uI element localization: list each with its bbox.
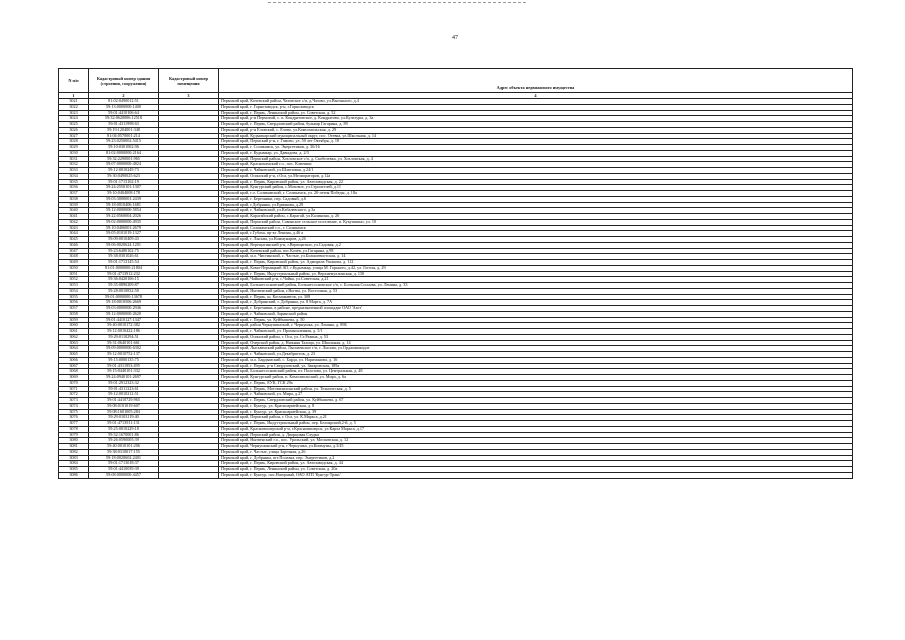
object-address: Пермский край, Нытвенский район, г.Нытва, ул. Восточная, д. 53 (219, 288, 853, 294)
object-address: Пермский край, г. Частые, улица Заречная, д.26 (219, 449, 853, 455)
row-number: 3074 (59, 403, 89, 409)
building-cadastral-number: 59:30:0490025:623 (89, 173, 159, 179)
row-number: 3067 (59, 363, 89, 369)
row-number: 3048 (59, 254, 89, 260)
row-number: 3066 (59, 357, 89, 363)
row-number: 3031 (59, 156, 89, 162)
object-address: Пермский край, Кудымкарский муниципальный округ, пос. Отевка, ул.Школьная, д. 14 (219, 133, 853, 139)
object-address: Пермский край, г. Добрянский, г. Добрянка, ул. 8 Марта, д. 7А (219, 300, 853, 306)
object-address: Пермский край, Пермский район, д. Дворцовая Слудка (219, 432, 853, 438)
object-address: Пермский край, Нытвенский г.о., пос. Уральский, ул. Московская, д. 12 (219, 438, 853, 444)
row-number: 3077 (59, 421, 89, 427)
row-number: 3078 (59, 426, 89, 432)
index-cell: 3 (159, 93, 219, 99)
index-cell: 4 (219, 93, 853, 99)
object-address: Пермский край, г. Пермь, ул. Куйбышева, д. 50 (219, 317, 853, 323)
row-number: 3046 (59, 242, 89, 248)
object-address: Пермский край, г. Пермь, Свердловский район, ул. Куйбышева, д. 67 (219, 398, 853, 404)
row-number: 3053 (59, 283, 89, 289)
top-dashed-rule (268, 2, 526, 3)
table-body (59, 99, 853, 479)
object-address: Пермский край, Верещагинский р-н, г.Верещагино, ул.Садовая, д.2 (219, 242, 853, 248)
building-cadastral-number: 59:05:0101019:1327 (89, 231, 159, 237)
object-address: Пермский край, м.о. Бардымский, с. Барда, ул. Нариманова, д. 16 (219, 357, 853, 363)
object-address: Пермский край, г. Чайковский, Заринский район (219, 311, 853, 317)
object-address: Пермский край, Чайковский р-н, с.Чайка, ул.Советская, д.21 (219, 277, 853, 283)
object-address: Пермский край, Кунгурский район, п. Комсомольский, ул. Мира, д. 6а (219, 375, 853, 381)
object-address: Пермский край, г. Чайковский, ул.Кабалевского, д.3а (219, 208, 853, 214)
row-number: 3058 (59, 311, 89, 317)
row-number: 3085 (59, 467, 89, 473)
building-cadastral-number: 81:01:0000000:21804 (89, 265, 159, 271)
row-number: 3057 (59, 306, 89, 312)
row-number: 3086 (59, 472, 89, 478)
object-address: Пермский край, Пермский район, г. Оса, ул. К.Маркса, д.21 (219, 415, 853, 421)
object-address: Пермский край, г. Пермь, Свердловский район, бульвар Гагарина, д. 89 (219, 122, 853, 128)
row-number: 3047 (59, 248, 89, 254)
registry-table (58, 68, 853, 479)
object-address: Пермский край, г. Пермь, Кировский район, ул. Автозаводская, д. 22 (219, 179, 853, 185)
building-cadastral-number: 59:10:0404008:178 (89, 191, 159, 197)
building-cadastral-number: 59:24:0940101:2697 (89, 375, 159, 381)
page-number: 47 (452, 35, 458, 41)
row-number: 3028 (59, 139, 89, 145)
building-cadastral-number: 59:01:1713018:37 (89, 461, 159, 467)
object-address: Пермский край, Карагайский район, с.Карагай, ул.Калинина, д. 26 (219, 214, 853, 220)
object-address: Пермский край, г. Чайковский, ул. Промышленная, д. 5/1 (219, 329, 853, 335)
building-cadastral-number: 59:32:2290001:965 (89, 156, 159, 162)
object-address: Пермский край, г. Березники, в районе, предназначенной площадке ОАО 'Азот' (219, 306, 853, 312)
building-cadastral-number: 59:18:0010406:1681 (89, 202, 159, 208)
building-cadastral-number: 59:40:0010101:206 (89, 444, 159, 450)
object-address: Пермский край, Осинский р-н, г.Оса, ул.Мелиораторов, д.12а (219, 173, 853, 179)
building-cadastral-number: 59:01:4410106:64 (89, 110, 159, 116)
object-address: Пермский край, Большесосновский район, Большесосновское с/п, с. Большая Соснова, ул. Ленина, д. 33 (219, 283, 853, 289)
object-address: Пермский край, г. Кунгур, ул. Красноармейская, д. 39 (219, 409, 853, 415)
row-number: 3068 (59, 369, 89, 375)
object-address: Пермский край, Пермский район, Хохловское с/п, д. Скобелевка, ул. Хохловская, д. 4 (219, 156, 853, 162)
row-number: 3041 (59, 214, 89, 220)
row-number: 3049 (59, 260, 89, 266)
object-address: Пермский край, г. Кунгур, ул. Красноармейская, д. 8 (219, 403, 853, 409)
row-number: 3027 (59, 133, 89, 139)
building-cadastral-number: 59:31:0640101:661 (89, 340, 159, 346)
row-number: 3030 (59, 150, 89, 156)
building-cadastral-number: 59:01:4410039:39 (89, 467, 159, 473)
building-cadastral-number: 59:38:0301026:61 (89, 254, 159, 260)
row-number: 3056 (59, 300, 89, 306)
building-cadastral-number: 59:03:0000000:2946 (89, 306, 159, 312)
object-address: Пермский край, г. Пермь, Индустриальный район, пер. Белоярский,2-й, д. 5 (219, 421, 853, 427)
building-cadastral-number: 59:12:0010752:137 (89, 352, 159, 358)
row-number: 3064 (59, 346, 89, 352)
building-cadastral-number: 59:22:0560004:2026 (89, 214, 159, 220)
building-cadastral-number: 59:01:4410127:1347 (89, 317, 159, 323)
building-cadastral-number: 59:01:2912323:32 (89, 380, 159, 386)
building-cadastral-number: 59:12:0010212:51 (89, 392, 159, 398)
building-cadastral-number: 59:24:2550101:1307 (89, 185, 159, 191)
row-number: 3038 (59, 196, 89, 202)
building-cadastral-number: 59:25:0010229:18 (89, 426, 159, 432)
object-address: Пермский край, Коми-Пермяцкий АО, г.Кудымкар, улица М. Горького, д.42, ул. Гоголя, д. 29 (219, 265, 853, 271)
row-number: 3073 (59, 398, 89, 404)
row-number: 3080 (59, 438, 89, 444)
row-number: 3070 (59, 380, 89, 386)
building-cadastral-number: 59:35:0890209:87 (89, 283, 159, 289)
object-address: Пермский край, Кочевский район, пос.Кочёв, ул.Гагарина, д.98 (219, 248, 853, 254)
row-number: 3045 (59, 237, 89, 243)
object-address: Пермский край, г. Пермь, ЕУК, ГСК 29а (219, 380, 853, 386)
building-cadastral-number: 59:09:0000000:6302 (89, 346, 159, 352)
row-number: 3055 (59, 294, 89, 300)
row-number: 3044 (59, 231, 89, 237)
table-header-row (59, 69, 853, 93)
premises-cadastral-number (159, 472, 219, 478)
object-address: Пермский край, г.Добрянка, ул.Ермакова, д.29 (219, 202, 853, 208)
object-address: Пермский край, Очерский район, д. Нижняя Талица, ул. Школьная, д. 14 (219, 340, 853, 346)
row-number: 3039 (59, 202, 89, 208)
object-address: Пермский край, г. Пермь, Мотовилихинский район, ул. Техническая, д. 5 (219, 386, 853, 392)
object-address: Пермский край, г. Пермь, Кировский район, ул. Автозаводская, д. 44 (219, 461, 853, 467)
row-number: 3063 (59, 340, 89, 346)
row-number: 3026 (59, 127, 89, 133)
object-address: Пермский край, р-н Еловский, с. Елово, ул.Комсомольская, д. 29 (219, 127, 853, 133)
building-cadastral-number: 59:19:1204001:348 (89, 127, 159, 133)
object-address: Пермский край, г. Лысьва, ул.Коммунаров, д.26 (219, 237, 853, 243)
row-number: 3035 (59, 179, 89, 185)
object-address: Пермский край, г. Добрянка, пгт.Полазна, пер. Энергетиков, д.2 (219, 455, 853, 461)
row-number: 3032 (59, 162, 89, 168)
building-cadastral-number: 59:12:0010422:186 (89, 329, 159, 335)
row-number: 3075 (59, 409, 89, 415)
building-cadastral-number: 59:01:4311998:63 (89, 122, 159, 128)
row-number: 3062 (59, 334, 89, 340)
building-cadastral-number: 59:10:0406001:2679 (89, 225, 159, 231)
object-address: Пермский край, г. Горнозаводск, р-н, г.Горнозаводск (219, 104, 853, 110)
row-number: 3021 (59, 99, 89, 105)
building-cadastral-number: 59:12:0000000:2620 (89, 311, 159, 317)
row-number: 3036 (59, 185, 89, 191)
building-cadastral-number: 59:08:0000000:4457 (89, 472, 159, 478)
object-address: Пермский край, Красновишерский р-н, г.Красновишерск, ул.Карла Маркса, д.17 (219, 426, 853, 432)
object-address: Пермский край, Краснокамский г.о., пос. Ключики (219, 162, 853, 168)
object-address: Пермский край, г. Пермь, ш. Космонавтов, ул. 308 (219, 294, 853, 300)
table-row (59, 472, 853, 478)
building-cadastral-number: 59:07:0000000:4824 (89, 162, 159, 168)
building-cadastral-number: 59:15:0440101:332 (89, 369, 159, 375)
building-cadastral-number: 59:40:0010172:382 (89, 323, 159, 329)
index-cell: 2 (89, 93, 159, 99)
object-address: Пермский край, г. Пермь, Индустриальный район, ул. Верхнемуллинская, д. 130 (219, 271, 853, 277)
building-cadastral-number: 59:01:4311953:495 (89, 363, 159, 369)
building-cadastral-number: 59:01:4713911:131 (89, 421, 159, 427)
building-cadastral-number: 59:01:1713145:54 (89, 260, 159, 266)
row-number: 3034 (59, 173, 89, 179)
row-number: 3042 (59, 219, 89, 225)
object-address: Пермский край, г. Соликамск, ул. Энергетиков, д. 36/16 (219, 145, 853, 151)
object-address: Пермский край, г. Пермь, Ленинский район, ул. Советская, д. 20а (219, 467, 853, 473)
row-number: 3040 (59, 208, 89, 214)
object-address: Пермский край, район Чернушинский, г. Чернушка, ул. Ленина, д. 89Б (219, 323, 853, 329)
building-cadastral-number: 59:01:1713102:19 (89, 179, 159, 185)
object-address: Пермский край, г. Кудымкар, ул. Давыдова, д. 2/3 (219, 150, 853, 156)
building-cadastral-number: 59:10:0301002:96 (89, 145, 159, 151)
row-number: 3037 (59, 191, 89, 197)
header-number: N п/п (59, 69, 89, 93)
building-cadastral-number: 59:01:0000000:13678 (89, 294, 159, 300)
object-address: Пермский край, г. Кунгур, пос.Нагорный, ОАО АТП 'Кунгур-Транс' (219, 472, 853, 478)
object-address: Пермский край, Пермский р-н, г. Гамово, ул. 50 лет Октября, д. 18 (219, 139, 853, 145)
building-cadastral-number: 59:32:0620006:12518 (89, 116, 159, 122)
object-address: Пермский край, Соликамский г.о., г. Соликамск (219, 225, 853, 231)
row-number: 3050 (59, 265, 89, 271)
object-address: Пермский край, г. Пермь, р-н Свердловский, ул. Закаровская, 189а (219, 363, 853, 369)
object-address: Пермский край, м.о. Чистинский, с. Частые, ул.Большевистская, д. 14 (219, 254, 853, 260)
row-number: 3069 (59, 375, 89, 381)
building-cadastral-number: 59:29:0110294:51 (89, 334, 159, 340)
building-cadastral-number: 59:18:0010506:2669 (89, 300, 159, 306)
row-number: 3023 (59, 110, 89, 116)
row-number: 3061 (59, 329, 89, 335)
object-address: Пермский край, г. Пермь, Кировский район, ул. Адмирала Ушакова, д. 112 (219, 260, 853, 266)
row-number: 3024 (59, 116, 89, 122)
row-number: 3060 (59, 323, 89, 329)
object-address: Пермский край, Кунгурский район, с.Моховое, ул.Строителей, д.11 (219, 185, 853, 191)
building-cadastral-number: 59:09:0010409:43 (89, 237, 159, 243)
row-number: 3081 (59, 444, 89, 450)
building-cadastral-number: 59:29:0103119:40 (89, 415, 159, 421)
building-cadastral-number: 59:12:0000000:5854 (89, 208, 159, 214)
object-address: Пермский край, Осинский район, г. Оса, ул. Ст.Разина, д. 53 (219, 334, 853, 340)
building-cadastral-number: 59:32:1670001:86 (89, 432, 159, 438)
object-address: Пермский край, Кочевский район, Чазовское с/п, д.Чазово, ул.Выгонного, д.4 (219, 99, 853, 105)
building-cadastral-number: 59:13:0000000:1400 (89, 104, 159, 110)
row-number: 3079 (59, 432, 89, 438)
object-address: Пермский край, г. Пермь, Ленинский район, ул. Советская, д. 52 (219, 110, 853, 116)
row-number: 3029 (59, 145, 89, 151)
building-cadastral-number: 59:36:0420106:15 (89, 277, 159, 283)
object-address: Пермский край, Чернушинский р-н, г.Чернушка, ул.Коммуны, д.3/45 (219, 444, 853, 450)
object-address: Пермский край, Лысьвенский район, Лысьвенское г/п, г. Лысьва, ул.Орджоникидзе (219, 346, 853, 352)
object-address: Пермский край, Большесосновский район, пт. Полозова, ул. Центральная, д. 48 (219, 369, 853, 375)
building-cadastral-number: 59:28:0010832:50 (89, 288, 159, 294)
object-address: Пермский край, г. Чайковский, ул. Мира, д.27 (219, 392, 853, 398)
row-number: 3043 (59, 225, 89, 231)
building-cadastral-number: 59:26:0590005:39 (89, 438, 159, 444)
building-cadastral-number: 81:02:0000000:2164 (89, 150, 159, 156)
building-cadastral-number: 59:23:6480102:75 (89, 248, 159, 254)
building-cadastral-number: 59:38:0310017:155 (89, 449, 159, 455)
object-address: Пермский край, г. Березники, пер. Садовый, д.6 (219, 196, 853, 202)
building-cadastral-number: 59:23:0250002:5415 (89, 139, 159, 145)
header-premises-cadastral: Кадастровый номер помещения (159, 69, 219, 93)
row-number: 3022 (59, 104, 89, 110)
header-address: Адрес объекта недвижимого имущества (219, 69, 853, 93)
building-cadastral-number: 59:08:1601005:284 (89, 409, 159, 415)
object-address: Пермский край, р-н Пермский, с. п. Кондратовское, д. Кондратово, ул.Культуры, д. 3а (219, 116, 853, 122)
object-address: Пермский край, г.Губаха, пр-кт Ленина, д.46 а (219, 231, 853, 237)
row-number: 3052 (59, 277, 89, 283)
building-cadastral-number: 59:01:4311323:61 (89, 386, 159, 392)
row-number: 3083 (59, 455, 89, 461)
building-cadastral-number: 59:12:0010249:73 (89, 168, 159, 174)
row-number: 3059 (59, 317, 89, 323)
building-cadastral-number: 59:08:0101019:607 (89, 403, 159, 409)
object-address: Пермский край, г. Чайковский, ул.Декабристов, д. 23 (219, 352, 853, 358)
object-address: Пермский край, г. Чайковский, ул.Шлюзовая, д.24/1 (219, 168, 853, 174)
row-number: 3054 (59, 288, 89, 294)
building-cadastral-number: 59:01:4410729:965 (89, 398, 159, 404)
row-number: 3084 (59, 461, 89, 467)
index-cell: 1 (59, 93, 89, 99)
building-cadastral-number: 59:03:3000001:2439 (89, 196, 159, 202)
building-cadastral-number: 59:15:0000135:75 (89, 357, 159, 363)
row-number: 3025 (59, 122, 89, 128)
row-number: 3071 (59, 386, 89, 392)
building-cadastral-number: 59:06:0020624:1201 (89, 242, 159, 248)
building-cadastral-number: 81:04:0570001:214 (89, 133, 159, 139)
row-number: 3051 (59, 271, 89, 277)
row-number: 3033 (59, 168, 89, 174)
building-cadastral-number: 59:02:0000000:4935 (89, 219, 159, 225)
row-number: 3072 (59, 392, 89, 398)
header-building-cadastral: Кадастровый номер здания (строения, сооружения) (89, 69, 159, 93)
building-cadastral-number: 59:01:4713912:232 (89, 271, 159, 277)
row-number: 3065 (59, 352, 89, 358)
object-address: Пермский край, Пермский район, Савинское сельское поселение, п. Кукушкино, ул. 10 (219, 219, 853, 225)
object-address: Пермский край, г.о. Соликамский, г. Соликамск, ул. 20-летия Победы, д. 18а (219, 191, 853, 197)
building-cadastral-number: 81:02:0490012:51 (89, 99, 159, 105)
building-cadastral-number: 59:18:0020602:2401 (89, 455, 159, 461)
row-number: 3076 (59, 415, 89, 421)
row-number: 3082 (59, 449, 89, 455)
